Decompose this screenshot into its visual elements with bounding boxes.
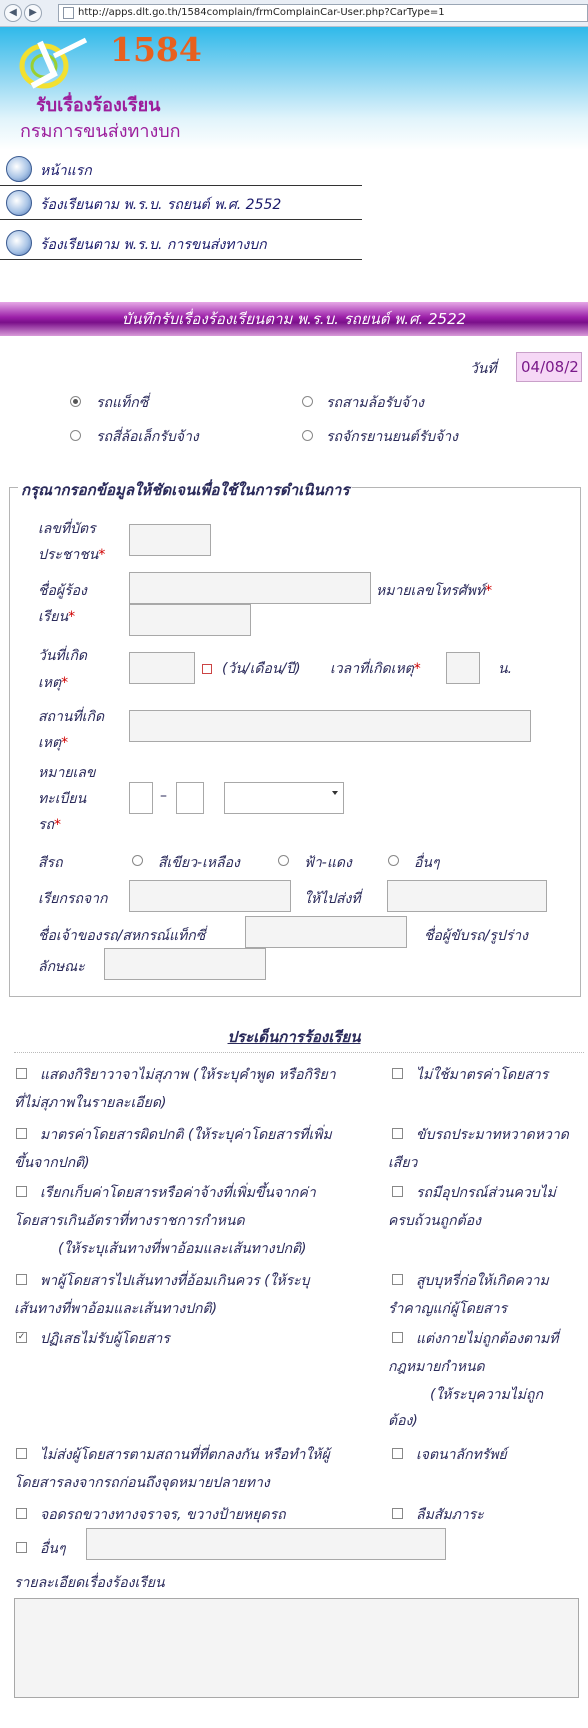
forward-button[interactable] [24,4,42,22]
issue-label: มาตรค่าโดยสารผิดปกติ (ให้ระบุค่าโดยสารที่เพิ่ม [40,1127,332,1143]
event-time-label: เวลาที่เกิดเหตุ* [330,661,421,677]
issue-checkbox[interactable] [392,1186,403,1197]
issue-label: เรียกเก็บค่าโดยสารหรือค่าจ้างที่เพิ่มขึ้นจากค่า [40,1185,316,1201]
hour-unit: น. [498,661,513,677]
appearance-label: ลักษณะ [38,959,85,975]
phone-label: หมายเลขโทรศัพท์* [376,583,493,599]
issue-checkbox[interactable] [16,1542,27,1553]
issue-label: เสียว [388,1155,418,1171]
issue-label: ปฏิเสธไม่รับผู้โดยสาร [40,1331,170,1347]
owner-input[interactable] [245,916,407,948]
menu-label: หน้าแรก [40,163,92,179]
fieldset-legend: กรุณากรอกข้อมูลให้ชัดเจนเพื่อใช้ในการดำเนินการ [18,478,352,502]
details-textarea[interactable] [14,1598,579,1698]
menu-label: ร้องเรียนตาม พ.ร.บ. รถยนต์ พ.ศ. 2552 [40,197,282,213]
car-type-label: รถสามล้อรับจ้าง [326,395,424,411]
menu-item-car-act[interactable] [0,186,362,220]
plate-label-3: รถ* [38,817,61,833]
issue-label: ไม่ส่งผู้โดยสารตามสถานที่ที่ตกลงกัน หรือทำให้ผู้ [40,1447,330,1463]
issue-checkbox[interactable] [16,1186,27,1197]
issue-label: (ให้ระบุความไม่ถูก [430,1387,543,1403]
radio-color-blue-red[interactable] [278,855,289,866]
province-select[interactable] [224,782,344,814]
color-option-label: อื่นๆ [414,855,440,871]
issue-label: กฎหมายกำหนด [388,1359,485,1375]
header-line2: กรมการขนส่งทางบก [20,121,181,142]
date-field[interactable] [516,352,582,382]
issue-label: ครบถ้วนถูกต้อง [388,1213,481,1229]
to-input[interactable] [387,880,547,912]
issue-checkbox[interactable] [392,1508,403,1519]
name-label-2: เรียน* [38,609,76,625]
refuse-passenger-checkbox[interactable]: ✓ [17,1332,26,1342]
issue-checkbox[interactable] [16,1274,27,1285]
from-input[interactable] [129,880,291,912]
issue-label: สูบบุหรี่ก่อให้เกิดความ [416,1273,549,1289]
issue-checkbox[interactable] [16,1448,27,1459]
issue-label: โดยสารเกินอัตราที่ทางราชการกำหนด [14,1213,245,1229]
home-icon [6,156,32,182]
details-label: รายละเอียดเรื่องร้องเรียน [14,1575,165,1591]
phone-input[interactable] [129,604,251,636]
id-card-label-2: ประชาชน* [38,547,106,563]
issue-label: ลืมสัมภาระ [416,1507,484,1523]
issue-label: รำคาญแก่ผู้โดยสาร [388,1301,507,1317]
edit-icon [6,190,32,216]
other-issue-input[interactable] [86,1528,446,1560]
radio-color-green-yellow[interactable] [132,855,143,866]
color-option-label: ฟ้า-แดง [304,855,352,871]
issue-label: อื่นๆ [40,1541,66,1557]
radio-tricycle[interactable] [302,396,313,407]
radio-small-van[interactable] [70,430,81,441]
place-input[interactable] [129,710,531,742]
name-label-1: ชื่อผู้ร้อง [38,583,87,599]
place-label-1: สถานที่เกิด [38,709,105,725]
issue-label: ไม่ใช้มาตรค่าโดยสาร [416,1067,549,1083]
hotline-number: 1584 [110,30,202,69]
id-card-input[interactable] [129,524,211,556]
issue-label: ขับรถประมาทหวาดหวาด [416,1127,569,1143]
issue-checkbox[interactable] [392,1448,403,1459]
issue-label: โดยสารลงจากรถก่อนถึงจุดหมายปลายทาง [14,1475,270,1491]
dlt-logo-icon [10,34,90,94]
car-type-label: รถสี่ล้อเล็กรับจ้าง [96,429,199,445]
place-label-2: เหตุ* [38,735,69,751]
issue-label: (ให้ระบุเส้นทางที่พาอ้อมและเส้นทางปกติ) [58,1241,307,1257]
issue-label: แต่งกายไม่ถูกต้องตามที่ [416,1331,559,1347]
page-title: บันทึกรับเรื่องร้องเรียนตาม พ.ร.บ. รถยนต์ พ.ศ. 2522 [121,310,467,328]
date-format-hint: (วัน/เดือน/ปี) [222,661,301,677]
radio-taxi[interactable] [70,396,81,407]
plate-label-2: ทะเบียน [38,791,87,807]
divider [14,1052,584,1053]
event-date-label-2: เหตุ* [38,675,69,691]
issue-checkbox[interactable] [392,1128,403,1139]
header-line1: รับเรื่องร้องเรียน [36,95,161,116]
edit-icon [6,230,32,256]
menu-label: ร้องเรียนตาม พ.ร.บ. การขนส่งทางบก [40,237,267,253]
issue-checkbox[interactable] [16,1068,27,1079]
issue-label: จอดรถขวางทางจราจร, ขวางป้ายหยุดรถ [40,1507,286,1523]
issue-label: แสดงกิริยาวาจาไม่สุภาพ (ให้ระบุคำพูด หรือกิริยา [40,1067,336,1083]
plate-dash: – [160,788,167,804]
issue-label: ต้อง) [388,1413,418,1429]
address-bar[interactable] [58,4,588,22]
issue-checkbox[interactable] [392,1068,403,1079]
event-date-input[interactable] [129,652,195,684]
back-button[interactable] [4,4,22,22]
color-option-label: สีเขียว-เหลือง [158,855,240,871]
page-icon [63,7,74,19]
issue-label: ขึ้นจากปกติ) [14,1155,90,1171]
issue-label: เจตนาลักทรัพย์ [416,1447,507,1463]
car-type-label: รถจักรยานยนต์รับจ้าง [326,429,459,445]
issue-checkbox[interactable] [16,1508,27,1519]
issue-checkbox[interactable] [392,1332,403,1343]
issues-title: ประเด็นการร้องเรียน [227,1028,361,1046]
calendar-icon[interactable] [202,664,212,674]
radio-motorcycle[interactable] [302,430,313,441]
color-label: สีรถ [38,855,63,871]
car-type-label: รถแท็กซี่ [96,395,149,411]
event-time-input[interactable] [446,652,480,684]
issue-label: พาผู้โดยสารไปเส้นทางที่อ้อมเกินควร (ให้ระบุ [40,1273,310,1289]
chevron-down-icon [332,791,338,795]
name-input[interactable] [129,572,371,604]
plate-label-1: หมายเลข [38,765,96,781]
issue-checkbox[interactable] [16,1128,27,1139]
id-card-label-1: เลขที่บัตร [38,521,96,537]
driver-label: ชื่อผู้ขับรถ/รูปร่าง [424,928,528,944]
driver-input[interactable] [104,948,266,980]
from-label: เรียกรถจาก [38,891,108,907]
menu-item-home[interactable] [0,152,362,186]
back-icon: ◀ [9,7,17,18]
date-value: 04/08/2 [521,358,579,376]
issue-label: เส้นทางที่พาอ้อมและเส้นทางปกติ) [14,1301,218,1317]
menu-item-transport-act[interactable] [0,226,362,260]
plate-number-input[interactable] [176,782,204,814]
issue-label: รถมีอุปกรณ์ส่วนควบไม่ [416,1185,556,1201]
radio-color-other[interactable] [388,855,399,866]
plate-prefix-input[interactable] [129,782,153,814]
event-date-label-1: วันที่เกิด [38,648,88,664]
date-label: วันที่ [470,361,497,377]
owner-label: ชื่อเจ้าของรถ/สหกรณ์แท็กซี่ [38,928,206,944]
issue-checkbox[interactable] [392,1274,403,1285]
to-label: ให้ไปส่งที่ [304,891,361,907]
url-text: http://apps.dlt.go.th/1584complain/frmComplainCar-User.php?CarType=1 [78,7,445,18]
issue-label: ที่ไม่สุภาพในรายละเอียด) [14,1095,167,1111]
forward-icon: ▶ [29,7,37,18]
